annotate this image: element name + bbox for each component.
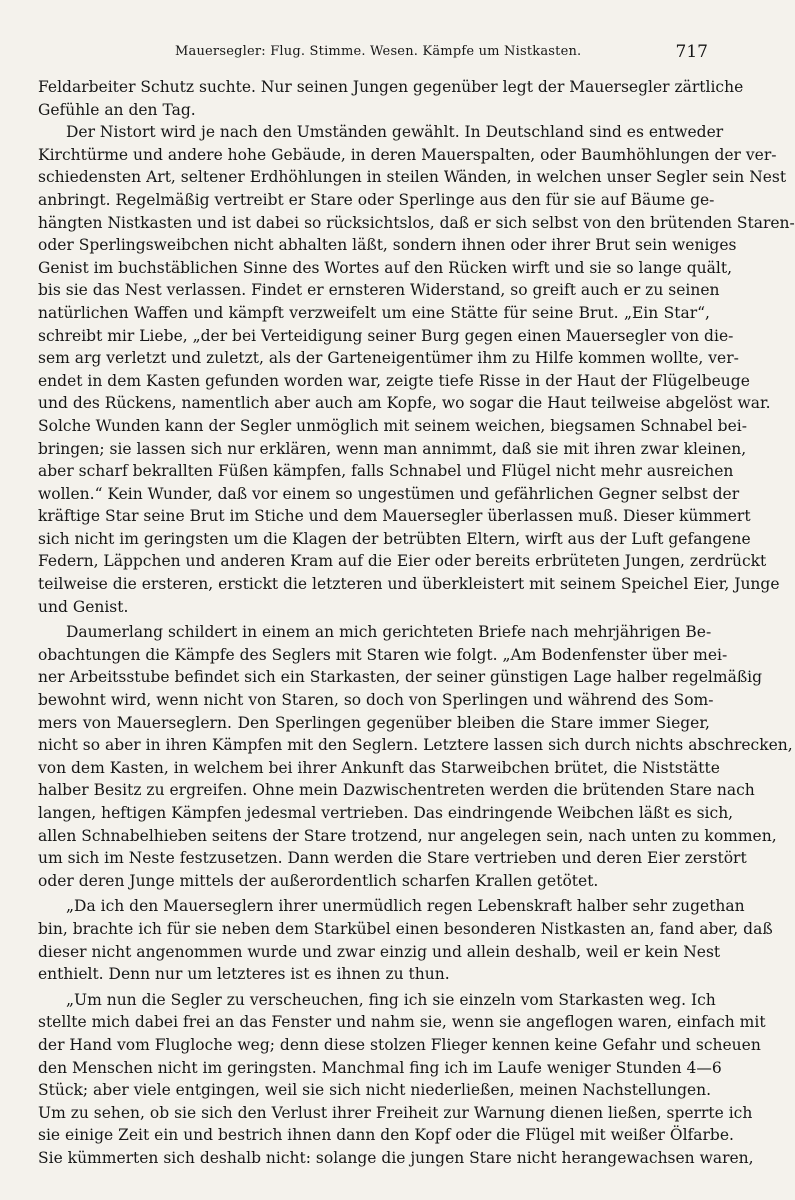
text-line: halber Besitz zu ergreifen. Ohne mein Dazwischentreten werden die brütenden Stare nach [38,781,755,800]
text-line: schiedensten Art, seltener Erdhöhlungen in steilen Wänden, in welchen unser Segler sein Nest [38,168,787,187]
text-line: der Hand vom Flugloche weg; denn diese stolzen Flieger kennen keine Gefahr und scheuen [38,1035,761,1054]
text-line: Stück; aber viele entgingen, weil sie sich nicht niederließen, meinen Nachstellungen. [38,1081,712,1100]
text-line: von dem Kasten, in welchem bei ihrer Ankunft das Starweibchen brütet, die Niststätte [38,758,720,777]
text-line: den Menschen nicht im geringsten. Manchmal fing ich im Laufe weniger Stunden 4—6 [38,1058,722,1077]
text-line: allen Schnabelhieben seitens der Stare trotzend, nur angelegen sein, nach unten zu kommen, [38,826,777,845]
text-line: Der Nistort wird je nach den Umständen gewählt. In Deutschland sind es entweder [66,123,724,142]
text-line: ner Arbeitsstube befindet sich ein Starkasten, der seiner günstigen Lage halber regelmäßig [38,668,763,687]
running-head [40,40,708,70]
text-line: mers von Mauerseglern. Den Sperlingen gegenüber bleiben die Stare immer Sieger, [38,713,710,732]
text-line: obachtungen die Kämpfe des Seglers mit Staren wie folgt. „Am Bodenfenster über mei- [38,645,728,664]
text-line: Kirchtürme und andere hohe Gebäude, in deren Mauerspalten, oder Baumhöhlungen der ver- [38,145,777,164]
text-line: oder deren Junge mittels der außerordentlich scharfen Krallen getötet. [38,871,599,890]
text-line: wollen.“ Kein Wunder, daß vor einem so ungestümen und gefährlichen Gegner selbst der [38,484,740,503]
text-line: teilweise die ersteren, erstickt die letzteren und überkleistert mit seinem Speichel Eier, Junge [38,575,780,594]
paragraph [38,621,793,892]
text-line: bis sie das Nest verlassen. Findet er ernsteren Widerstand, so greift auch er zu seinen [38,281,720,300]
text-line: aber scharf bekrallten Füßen kämpfen, falls Schnabel und Flügel nicht mehr ausreichen [38,462,734,481]
text-line: enthielt. Denn nur um letzteres ist es ihnen zu thun. [38,965,450,984]
body-text [38,76,795,1170]
paragraph [38,989,766,1170]
text-line: schreibt mir Liebe, „der bei Verteidigung seiner Burg gegen einen Mauersegler von die- [38,326,734,345]
text-line: langen, heftigen Kämpfen jedesmal vertrieben. Das eindringende Weibchen läßt es sich, [38,804,734,822]
text-line: Federn, Läppchen und anderen Kram auf die Eier oder bereits erbrüteten Jungen, zerdrückt [38,552,767,571]
text-line: Gefühle an den Tag. [38,100,196,119]
text-line: kräftige Star seine Brut im Stiche und dem Mauersegler überlassen muß. Dieser kümmert [38,507,751,526]
text-line: bin, brachte ich für sie neben dem Starkübel einen besonderen Nistkasten an, fand aber, daß [38,919,773,938]
paragraph [38,121,795,618]
text-line: sem arg verletzt und zuletzt, als der Garteneigentümer ihm zu Hilfe kommen wollte, ver- [38,349,739,368]
text-line: oder Sperlingsweibchen nicht abhalten läßt, sondern ihnen oder ihrer Brut sein weniges [38,236,737,255]
text-line: und des Rückens, namentlich aber auch am Kopfe, wo sogar die Haut teilweise abgelöst war. [38,394,771,413]
text-line: „Da ich den Mauerseglern ihrer unermüdlich regen Lebenskraft halber sehr zugethan [66,897,745,916]
text-line: anbringt. Regelmäßig vertreibt er Stare oder Sperlinge aus den für sie auf Bäume ge- [38,190,715,209]
text-line: sich nicht im geringsten um die Klagen der betrübten Eltern, wirft aus der Luft gefangene [38,529,751,548]
text-line: Solche Wunden kann der Segler unmöglich mit seinem weichen, biegsamen Schnabel bei- [38,416,747,435]
paragraph [38,76,744,121]
text-line: und Genist. [38,597,129,616]
text-line: sie einige Zeit ein und bestrich ihnen dann den Kopf oder die Flügel mit weißer Ölfarbe. [38,1126,734,1145]
text-line: Um zu sehen, ob sie sich den Verlust ihrer Freiheit zur Warnung dienen ließen, sperrte ich [38,1103,753,1122]
text-line: endet in dem Kasten gefunden worden war, zeigte tiefe Risse in der Haut der Flügelbeuge [38,371,750,390]
text-line: „Um nun die Segler zu verscheuchen, fing ich sie einzeln vom Starkasten weg. Ich [66,990,716,1009]
text-line: stellte mich dabei frei an das Fenster und nahm sie, wenn sie angeflogen waren, einfach mit [38,1013,766,1032]
text-line: um sich im Neste festzusetzen. Dann werden die Stare vertrieben und deren Eier zerstört [38,849,747,868]
text-line: Feldarbeiter Schutz suchte. Nur seinen Jungen gegenüber legt der Mauersegler zärtliche [38,78,744,96]
text-line: Daumerlang schildert in einem an mich gerichteten Briefe nach mehrjährigen Be- [66,623,712,642]
text-line: nicht so aber in ihren Kämpfen mit den Seglern. Letztere lassen sich durch nichts abschrecken, [38,736,793,755]
running-head-title: Mauersegler: Flug. Stimme. Wesen. Kämpfe um Nistkasten. [175,44,582,59]
text-line: bewohnt wird, wenn nicht von Staren, so doch von Sperlingen und während des Som- [38,691,714,710]
page-number: 717 [675,42,708,62]
text-line: Sie kümmerten sich deshalb nicht: solange die jungen Stare nicht herangewachsen waren, [38,1148,754,1167]
text-line: natürlichen Waffen und kämpft verzweifelt um eine Stätte für seine Brut. „Ein Star“, [38,303,710,322]
text-line: Genist im buchstäblichen Sinne des Wortes auf den Rücken wirft und sie so lange quält, [38,258,733,277]
text-line: bringen; sie lassen sich nur erklären, wenn man annimmt, daß sie mit ihren zwar kleinen, [38,439,747,458]
paragraph [38,895,773,985]
text-line: hängten Nistkasten und ist dabei so rücksichtslos, daß er sich selbst von den brütenden Staren- [38,213,795,232]
text-line: dieser nicht angenommen wurde und zwar einzig und allein deshalb, weil er kein Nest [38,942,721,961]
